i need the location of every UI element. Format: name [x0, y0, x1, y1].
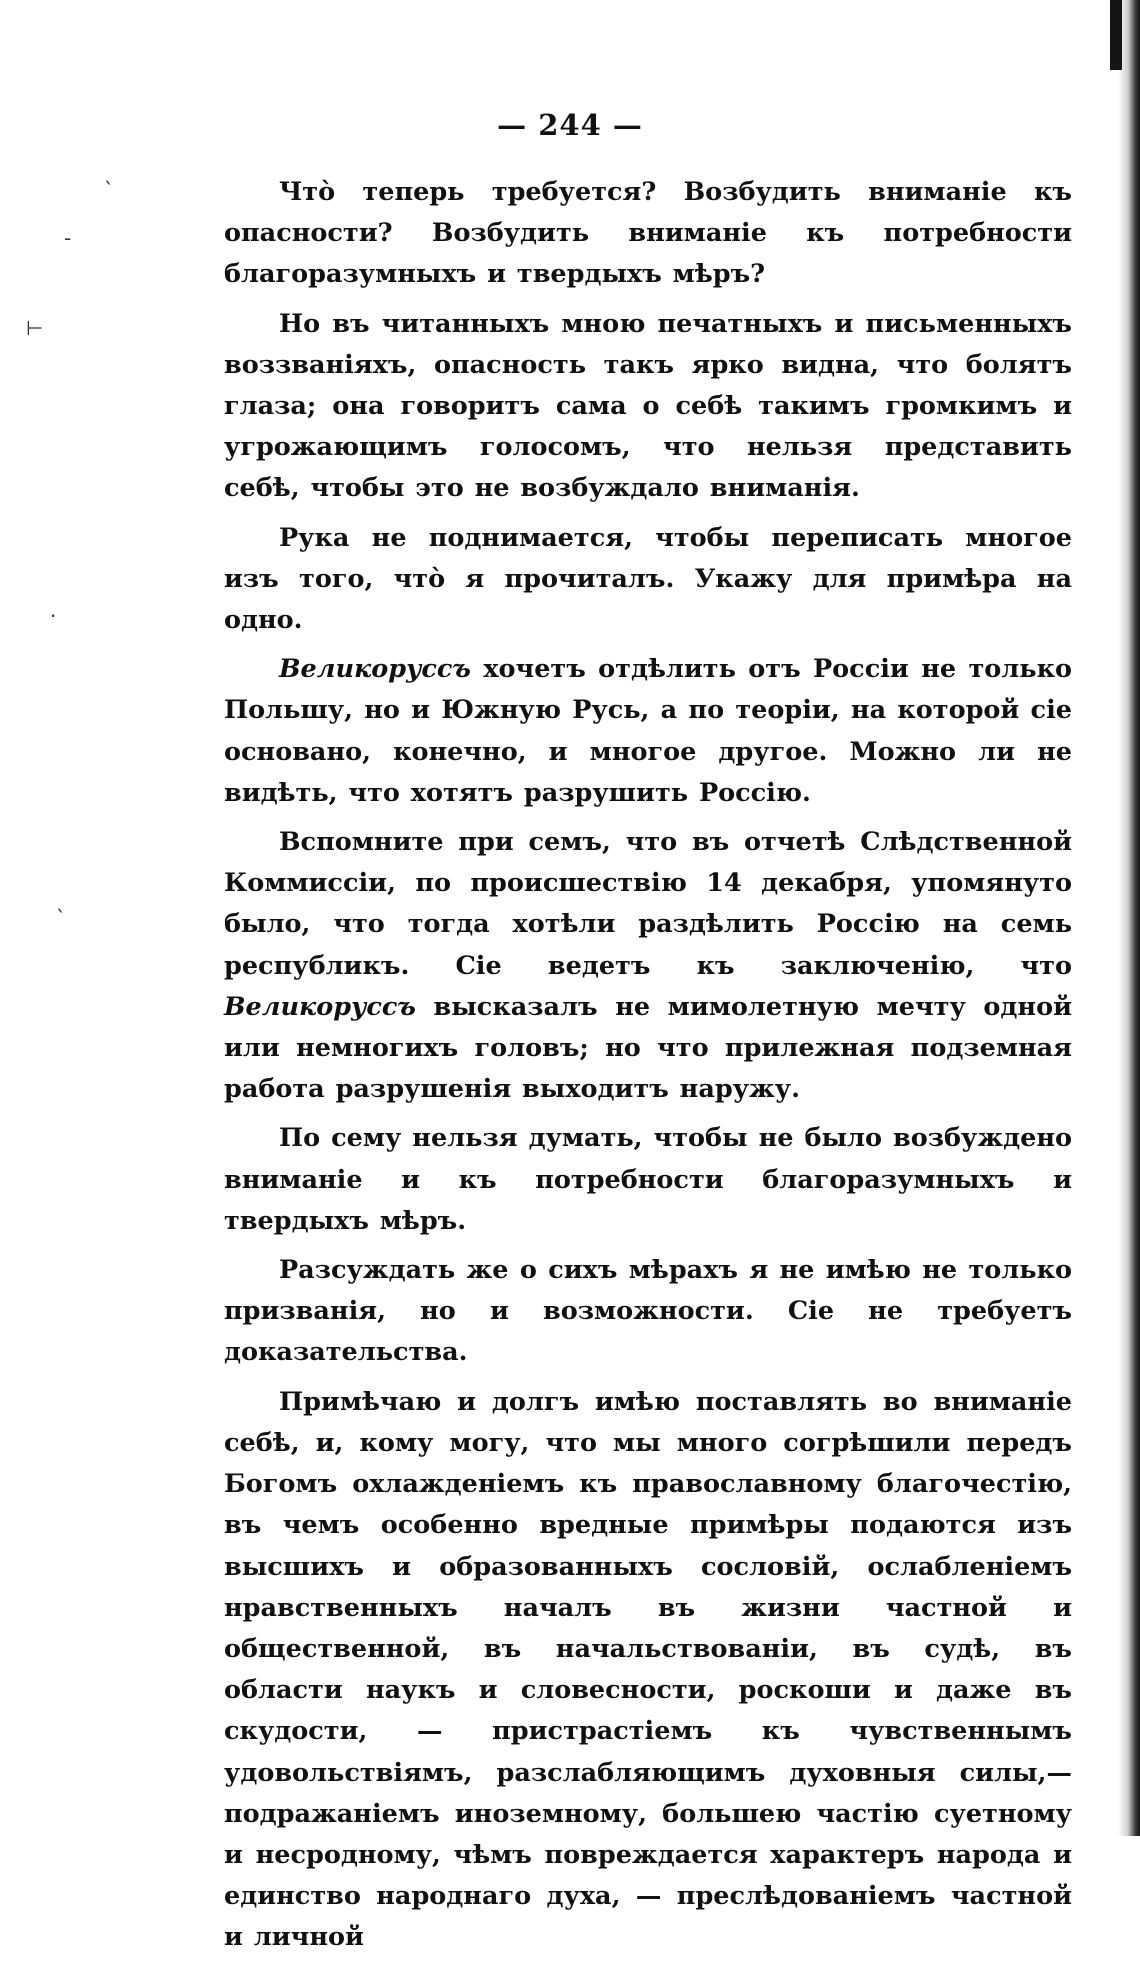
- paragraph-7: Разсуждать же о сихъ мѣрахъ я не имѣю не только призванія, но и возможности. Сіе не требуетъ доказательства.: [224, 1255, 1072, 1368]
- paragraph-6: По сему нельзя думать, чтобы не было возбуждено вниманіе и къ потребности благоразумныхъ и твердыхъ мѣръ.: [224, 1123, 1072, 1236]
- scan-edge-mark: [1110, 0, 1122, 70]
- italic-term: Великоруссъ: [279, 654, 471, 685]
- paragraph-1: Чтò теперь требуется? Возбудить вниманіе къ опасности? Возбудить вниманіе къ потребности благоразумныхъ и твердыхъ мѣръ?: [224, 177, 1072, 290]
- paragraph-2: Но въ читанныхъ мною печатныхъ и письменныхъ воззваніяхъ, опасность такъ ярко видна, что болятъ глаза; она говоритъ сама о себѣ такимъ громкимъ и угрожающимъ голосомъ, что нельзя представить себѣ, чтобы это не возбуждало вниманія.: [224, 308, 1072, 504]
- margin-mark: -: [64, 226, 72, 250]
- italic-term: Великоруссъ: [224, 991, 416, 1022]
- margin-mark: ˋ: [56, 906, 66, 930]
- margin-mark: ˋ: [104, 178, 114, 202]
- paragraph-5: Вспомните при семъ, что въ отчетѣ Слѣдственной Коммиссіи, по происшествію 14 декабря, упомянуто было, что тогда хотѣли раздѣлить Россію на семь республикъ. Сіе ведетъ къ заключенію, что Великоруссъ высказалъ не мимолетную мечту одной или немногихъ головъ; но что прилежная подземная работа разрушенія выходитъ наружу.: [224, 827, 1072, 1105]
- body-text: [224, 172, 1072, 1967]
- scan-page-edge: [1118, 0, 1140, 1836]
- paragraph-3: Рука не поднимается, чтобы переписать многое изъ того, чтò я прочиталъ. Укажу для примѣра на одно.: [224, 522, 1072, 636]
- paragraph-8: Примѣчаю и долгъ имѣю поставлять во вниманіе себѣ, и, кому могу, что мы много согрѣшили передъ Богомъ охлажденіемъ къ православному благочестію, въ чемъ особенно вредные примѣры подаются изъ высшихъ и образованныхъ сословій, ослабленіемъ нравственныхъ началъ въ жизни частной и общественной, въ начальствованіи, въ судѣ, въ области наукъ и словесности, роскоши и даже въ скудости, — пристрастіемъ къ чувственнымъ удовольствіямъ, разслабляющимъ духовныя силы,—подражаніемъ иноземному, большею частію суетному и несродному, чѣмъ повреждается характеръ народа и единство народнаго духа, — преслѣдованіемъ частной и личной: [224, 1386, 1072, 1953]
- page-number: — 244 —: [497, 108, 643, 142]
- margin-mark: ·: [50, 604, 57, 628]
- paragraph-4: Великоруссъ хочетъ отдѣлить отъ Россіи не только Польшу, но и Южную Русь, а по теоріи, на которой сіе основано, конечно, и многое другое. Можно ли не видѣть, что хотятъ разрушить Россію.: [224, 654, 1072, 808]
- margin-mark: ⊢: [26, 316, 44, 340]
